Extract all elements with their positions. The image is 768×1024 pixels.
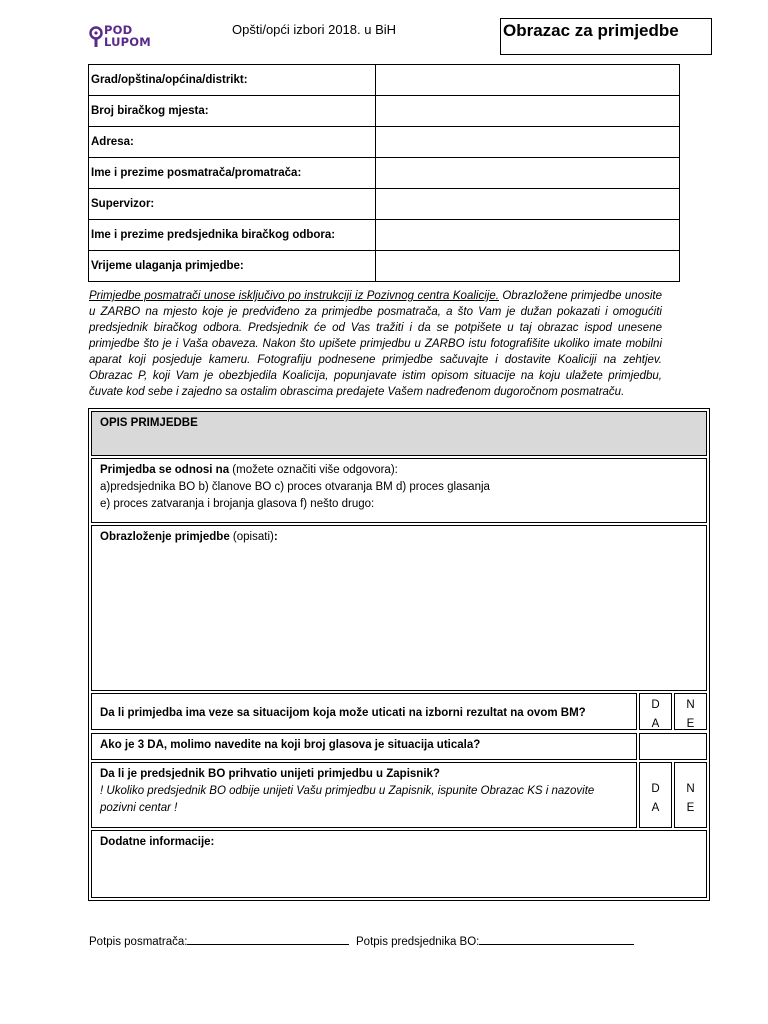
remark-category-hint: (možete označiti više odgovora):: [229, 464, 398, 476]
yes-label-top: D: [651, 783, 660, 795]
yes-label-top: D: [651, 699, 660, 711]
impact-question: Da li primjedba ima veze sa situacijom koja može uticati na izborni rezultat na ovom BM?: [91, 693, 637, 730]
remark-form: [88, 408, 710, 901]
logo-pin-icon: [88, 26, 104, 48]
instruction-note: [89, 288, 662, 400]
remark-explanation-cell[interactable]: [91, 525, 707, 691]
remark-category-label: Primjedba se odnosi na: [100, 464, 230, 476]
remark-section-title: OPIS PRIMJEDBE: [100, 417, 198, 429]
info-label: Adresa:: [89, 127, 376, 158]
remark-category-options-2[interactable]: e) proces zatvaranja i brojanja glasova f) nešto drugo:: [100, 498, 375, 510]
impact-no-checkbox[interactable]: [674, 693, 707, 730]
president-signature-label: Potpis predsjednika BO:: [356, 936, 480, 948]
votes-answer-field[interactable]: [639, 733, 707, 760]
president-signature: [356, 933, 634, 948]
form-title-box: [500, 18, 712, 55]
yes-label-bottom: A: [651, 802, 660, 814]
logo: [88, 24, 154, 50]
instruction-note-underlined: Primjedbe posmatrači unose isključivo po instrukciji iz Pozivnog centra Koalicije.: [89, 290, 499, 302]
election-subtitle: Opšti/opći izbori 2018. u BiH: [232, 22, 397, 37]
info-label: Ime i prezime posmatrača/promatrača:: [89, 158, 376, 189]
info-value-field[interactable]: [376, 127, 680, 158]
remark-category-options-1[interactable]: a)predsjednika BO b) članove BO c) proces otvaranja BM d) proces glasanja: [100, 481, 490, 493]
accepted-no-checkbox[interactable]: [674, 762, 707, 828]
president-signature-line[interactable]: [479, 933, 634, 945]
info-label: Broj biračkog mjesta:: [89, 96, 376, 127]
accepted-yes-checkbox[interactable]: [639, 762, 672, 828]
info-row: [89, 96, 680, 127]
info-row: [89, 127, 680, 158]
accepted-question: Da li je predsjednik BO prihvatio unijeti primjedbu u Zapisnik?: [100, 768, 440, 780]
remark-explanation-colon: :: [273, 531, 278, 543]
info-row: [89, 189, 680, 220]
info-row: [89, 158, 680, 189]
remark-section-header: [91, 411, 707, 456]
yes-label-bottom: A: [651, 718, 660, 730]
additional-info-label: Dodatne informacije:: [100, 836, 215, 848]
logo-text-bottom: LUPOM: [104, 35, 151, 49]
votes-question: Ako je 3 DA, molimo navedite na koji broj glasova je situacija uticala?: [91, 733, 637, 760]
observer-signature: [89, 933, 349, 948]
additional-info-field[interactable]: [91, 830, 707, 898]
info-row: [89, 220, 680, 251]
info-row: [89, 251, 680, 282]
info-label: Ime i prezime predsjednika biračkog odbora:: [89, 220, 376, 251]
no-label-top: N: [686, 699, 695, 711]
info-value-field[interactable]: [376, 251, 680, 282]
observer-signature-line[interactable]: [187, 933, 349, 945]
info-value-field[interactable]: [376, 189, 680, 220]
info-value-field[interactable]: [376, 96, 680, 127]
no-label-top: N: [686, 783, 695, 795]
info-label: Vrijeme ulaganja primjedbe:: [89, 251, 376, 282]
accepted-question-cell: [91, 762, 637, 828]
logo-text-top: POD: [104, 23, 133, 37]
instruction-note-text: Obrazložene primjedbe unosite u ZARBO na mjesto koje je predviđeno za primjedbe posmatrača, a što Vam je dužan pokazati i omogućiti predsjednik biračkog odbora. Predsjednik će od Vas tražiti i da se potpišete u taj obrazac ispod unesene primjedbe što je i Vaša obaveza. Nakon što upišete primjedbu u ZARBO istu fotografišite ukoliko imate mobilni aparat koji posjeduje kameru. Fotografiju podnesene primjedbe sačuvajte i dostavite Koaliciji na zehtjev. Obrazac P, koji Vam je obezbjedila Koalicija, popunjavate istim opisom situacije na koju ulažete primjedbu, čuvate kod sebe i zajedno sa ostalim obrascima predajete Vašem nadređenom dugoročnom posmatraču.: [89, 290, 662, 398]
no-label-bottom: E: [686, 718, 695, 730]
info-value-field[interactable]: [376, 158, 680, 189]
no-label-bottom: E: [686, 802, 695, 814]
info-value-field[interactable]: [376, 220, 680, 251]
info-row: [89, 65, 680, 96]
remark-category-cell: [91, 458, 707, 523]
info-label: Supervizor:: [89, 189, 376, 220]
remark-explanation-label: Obrazloženje primjedbe: [100, 531, 230, 543]
info-value-field[interactable]: [376, 65, 680, 96]
info-label: Grad/opština/općina/distrikt:: [89, 65, 376, 96]
polling-station-info-table: [88, 64, 680, 282]
observer-signature-label: Potpis posmatrača:: [89, 936, 188, 948]
remark-explanation-hint: (opisati): [229, 531, 274, 543]
accepted-note: ! Ukoliko predsjednik BO odbije unijeti Vašu primjedbu u Zapisnik, ispunite Obrazac KS i nazovite pozivni centar !: [100, 785, 595, 814]
form-title: Obrazac za primjedbe: [503, 21, 679, 40]
impact-yes-checkbox[interactable]: [639, 693, 672, 730]
